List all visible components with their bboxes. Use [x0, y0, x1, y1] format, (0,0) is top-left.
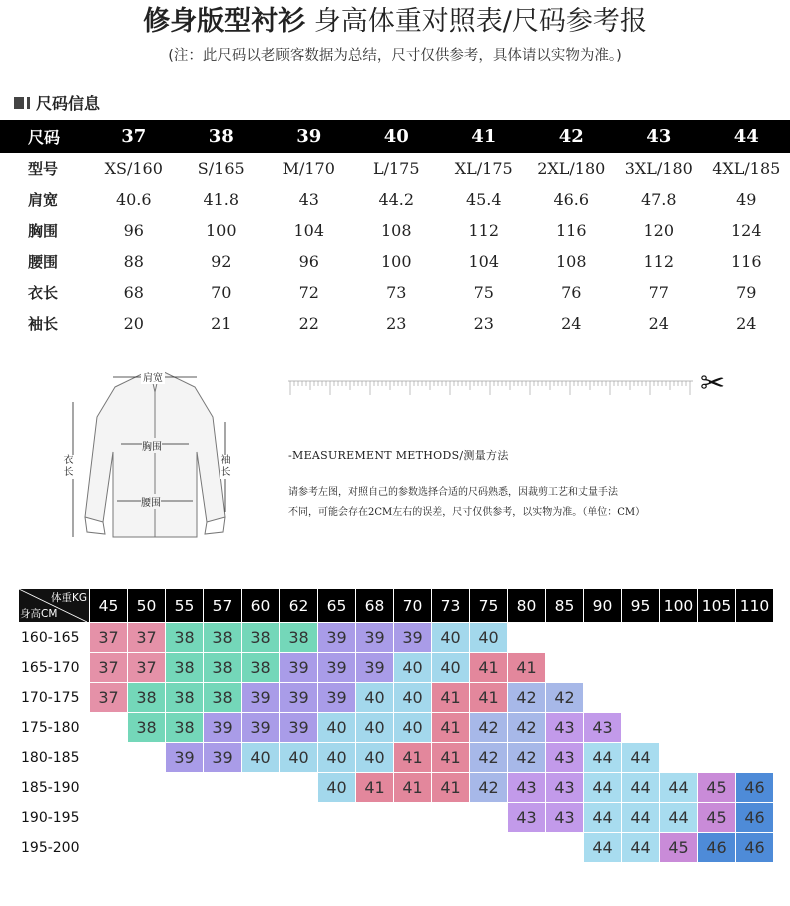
grid-cell: 44 — [584, 833, 622, 863]
grid-cell: 39 — [318, 623, 356, 653]
grid-cell — [280, 833, 318, 863]
grid-cell: 43 — [546, 773, 584, 803]
size-row-label: 衣长 — [28, 284, 59, 302]
weight-header-cell: 65 — [318, 589, 356, 623]
grid-cell: 39 — [356, 623, 394, 653]
grid-cell — [622, 653, 660, 683]
grid-row — [19, 833, 774, 863]
grid-cell: 41 — [470, 653, 508, 683]
size-cell: 100 — [380, 252, 412, 271]
size-cell: 116 — [555, 221, 587, 240]
size-cell: 43 — [298, 190, 319, 209]
grid-cell: 37 — [90, 623, 128, 653]
grid-cell: 41 — [432, 683, 470, 713]
size-cell: 73 — [386, 283, 407, 302]
grid-cell — [622, 623, 660, 653]
grid-cell: 39 — [318, 653, 356, 683]
grid-cell — [432, 833, 470, 863]
size-cell: 92 — [211, 252, 232, 271]
grid-cell — [128, 743, 166, 773]
grid-cell — [432, 803, 470, 833]
grid-cell: 37 — [90, 653, 128, 683]
grid-cell — [736, 623, 774, 653]
grid-cell: 42 — [508, 743, 546, 773]
size-cell: 2XL/180 — [537, 159, 606, 178]
grid-cell: 46 — [736, 773, 774, 803]
grid-cell — [698, 623, 736, 653]
weight-header-cell: 80 — [508, 589, 546, 623]
grid-cell: 39 — [280, 713, 318, 743]
grid-cell: 39 — [166, 743, 204, 773]
grid-cell: 38 — [166, 623, 204, 653]
grid-cell — [546, 623, 584, 653]
grid-cell — [242, 773, 280, 803]
grid-cell — [318, 833, 356, 863]
grid-cell: 37 — [128, 653, 166, 683]
grid-cell: 46 — [736, 833, 774, 863]
size-row — [0, 246, 790, 277]
grid-cell: 39 — [356, 653, 394, 683]
page-title: 修身版型衬衫 身高体重对照表/尺码参考报 — [143, 6, 647, 37]
label-sleeve: 袖长 — [220, 455, 231, 478]
grid-cell: 40 — [432, 653, 470, 683]
weight-header-cell: 50 — [128, 589, 166, 623]
grid-cell — [546, 653, 584, 683]
grid-cell: 41 — [470, 683, 508, 713]
size-header-cell: 41 — [440, 120, 528, 153]
grid-cell — [622, 683, 660, 713]
grid-cell: 42 — [470, 743, 508, 773]
size-cell: 112 — [643, 252, 675, 271]
grid-corner — [19, 589, 90, 623]
grid-cell — [166, 773, 204, 803]
height-label: 180-185 — [19, 743, 90, 773]
size-cell: 23 — [473, 314, 494, 333]
size-row-label: 胸围 — [28, 222, 59, 240]
grid-cell: 38 — [166, 653, 204, 683]
grid-cell: 40 — [470, 623, 508, 653]
weight-header-cell: 75 — [470, 589, 508, 623]
grid-cell — [204, 803, 242, 833]
grid-cell: 39 — [318, 683, 356, 713]
grid-cell — [394, 833, 432, 863]
grid-row — [19, 623, 774, 653]
grid-cell — [90, 803, 128, 833]
grid-cell: 38 — [204, 653, 242, 683]
size-cell: 22 — [298, 314, 319, 333]
grid-cell: 39 — [204, 743, 242, 773]
size-row-label: 肩宽 — [28, 191, 59, 209]
weight-axis-label: 体重KG — [50, 592, 87, 604]
weight-header-cell: 85 — [546, 589, 584, 623]
size-header-cell: 38 — [178, 120, 266, 153]
size-row-label: 袖长 — [28, 315, 59, 333]
weight-header-cell: 73 — [432, 589, 470, 623]
tape-ruler — [288, 367, 748, 411]
grid-cell: 41 — [356, 773, 394, 803]
size-cell: 4XL/185 — [712, 159, 781, 178]
weight-header-cell: 45 — [90, 589, 128, 623]
size-cell: S/165 — [197, 159, 245, 178]
grid-cell — [470, 833, 508, 863]
grid-cell: 40 — [318, 713, 356, 743]
grid-cell: 44 — [584, 773, 622, 803]
height-label: 195-200 — [19, 833, 90, 863]
grid-cell — [736, 653, 774, 683]
weight-header-cell: 60 — [242, 589, 280, 623]
size-cell: 21 — [211, 314, 232, 333]
grid-cell — [546, 833, 584, 863]
label-chest: 胸围 — [142, 438, 162, 453]
grid-cell — [736, 713, 774, 743]
grid-cell — [698, 683, 736, 713]
grid-cell: 40 — [432, 623, 470, 653]
grid-cell: 39 — [280, 653, 318, 683]
grid-cell: 38 — [204, 623, 242, 653]
grid-cell — [128, 833, 166, 863]
grid-cell — [128, 803, 166, 833]
grid-cell — [660, 743, 698, 773]
size-cell: 76 — [561, 283, 582, 302]
grid-cell: 38 — [128, 713, 166, 743]
grid-cell: 43 — [546, 743, 584, 773]
grid-cell — [508, 623, 546, 653]
grid-cell: 40 — [394, 683, 432, 713]
grid-cell: 43 — [584, 713, 622, 743]
size-header-cell: 43 — [615, 120, 703, 153]
grid-cell: 40 — [318, 743, 356, 773]
grid-cell — [280, 773, 318, 803]
grid-cell — [90, 743, 128, 773]
grid-cell: 41 — [394, 743, 432, 773]
measurement-note: 请参考左图，对照自己的参数选择合适的尺码熟悉，因裁剪工艺和丈量手法 不同，可能会存在2CM左右的误差，尺寸仅供参考，以实物为准。（单位：CM） — [288, 487, 646, 518]
size-cell: L/175 — [372, 159, 420, 178]
grid-cell: 42 — [508, 683, 546, 713]
grid-cell: 41 — [432, 773, 470, 803]
size-cell: 124 — [730, 221, 762, 240]
grid-cell: 40 — [318, 773, 356, 803]
size-header-cell: 39 — [265, 120, 353, 153]
grid-cell — [622, 713, 660, 743]
grid-cell: 38 — [166, 713, 204, 743]
size-cell: 77 — [648, 283, 669, 302]
grid-cell — [470, 803, 508, 833]
grid-cell: 39 — [204, 713, 242, 743]
height-label: 175-180 — [19, 713, 90, 743]
grid-row — [19, 803, 774, 833]
grid-cell: 45 — [698, 773, 736, 803]
grid-cell: 38 — [128, 683, 166, 713]
grid-cell: 41 — [508, 653, 546, 683]
grid-row — [19, 713, 774, 743]
height-axis-label: 身高CM — [20, 608, 58, 620]
grid-cell — [698, 713, 736, 743]
grid-cell: 43 — [546, 803, 584, 833]
size-cell: 24 — [561, 314, 582, 333]
grid-cell — [508, 833, 546, 863]
grid-cell — [584, 623, 622, 653]
grid-cell — [584, 683, 622, 713]
grid-cell — [90, 713, 128, 743]
grid-cell: 38 — [204, 683, 242, 713]
scissors-icon: ✂ — [700, 366, 726, 401]
grid-cell: 40 — [356, 743, 394, 773]
section-marker — [14, 97, 24, 109]
grid-cell: 38 — [166, 683, 204, 713]
size-cell: 88 — [123, 252, 144, 271]
grid-cell: 42 — [470, 713, 508, 743]
size-cell: XS/160 — [104, 159, 163, 178]
size-cell: 79 — [736, 283, 757, 302]
size-row — [0, 308, 790, 339]
size-cell: 116 — [730, 252, 762, 271]
grid-cell — [166, 803, 204, 833]
size-cell: 20 — [123, 314, 144, 333]
label-shoulder: 肩宽 — [141, 369, 165, 384]
label-waist: 腰围 — [141, 494, 161, 509]
size-cell: 23 — [386, 314, 407, 333]
grid-cell — [356, 803, 394, 833]
grid-row — [19, 653, 774, 683]
grid-cell: 46 — [736, 803, 774, 833]
grid-cell — [204, 773, 242, 803]
grid-cell: 44 — [660, 803, 698, 833]
grid-cell — [242, 833, 280, 863]
size-cell: 96 — [298, 252, 319, 271]
size-row-label: 型号 — [28, 160, 59, 178]
weight-header-cell: 68 — [356, 589, 394, 623]
grid-cell: 39 — [242, 713, 280, 743]
grid-cell: 43 — [546, 713, 584, 743]
grid-cell — [698, 653, 736, 683]
grid-cell — [242, 803, 280, 833]
size-row-label: 腰围 — [28, 253, 59, 271]
grid-cell: 41 — [394, 773, 432, 803]
height-label: 160-165 — [19, 623, 90, 653]
grid-row — [19, 773, 774, 803]
grid-cell: 42 — [546, 683, 584, 713]
grid-cell: 44 — [622, 833, 660, 863]
size-cell: 24 — [648, 314, 669, 333]
size-header-row — [0, 120, 790, 153]
grid-cell — [356, 833, 394, 863]
height-weight-grid — [18, 588, 774, 863]
grid-cell — [318, 803, 356, 833]
size-header-cell: 44 — [703, 120, 790, 153]
grid-cell — [736, 683, 774, 713]
grid-cell — [698, 743, 736, 773]
size-cell: 3XL/180 — [624, 159, 693, 178]
size-cell: 24 — [736, 314, 757, 333]
size-cell: 100 — [205, 221, 237, 240]
height-label: 170-175 — [19, 683, 90, 713]
grid-cell: 46 — [698, 833, 736, 863]
grid-cell: 38 — [242, 623, 280, 653]
grid-cell — [166, 833, 204, 863]
weight-header-cell: 55 — [166, 589, 204, 623]
weight-header-cell: 105 — [698, 589, 736, 623]
grid-cell — [204, 833, 242, 863]
grid-cell: 40 — [356, 713, 394, 743]
size-cell: 72 — [298, 283, 319, 302]
grid-cell: 44 — [622, 743, 660, 773]
size-cell: 45.4 — [465, 190, 502, 209]
weight-header-cell: 95 — [622, 589, 660, 623]
size-cell: 40.6 — [115, 190, 152, 209]
grid-cell: 37 — [90, 683, 128, 713]
grid-cell: 43 — [508, 773, 546, 803]
size-cell: 41.8 — [203, 190, 240, 209]
page-subtitle: (注：此尺码以老顾客数据为总结，尺寸仅供参考，具体请以实物为准。) — [168, 48, 622, 64]
size-cell: 70 — [211, 283, 232, 302]
grid-cell: 42 — [470, 773, 508, 803]
weight-header-cell: 110 — [736, 589, 774, 623]
grid-cell: 37 — [128, 623, 166, 653]
grid-cell — [90, 833, 128, 863]
grid-cell: 39 — [394, 623, 432, 653]
grid-header-row — [19, 589, 774, 623]
grid-cell — [280, 803, 318, 833]
size-row — [0, 153, 790, 184]
grid-cell: 41 — [432, 713, 470, 743]
grid-cell — [584, 653, 622, 683]
grid-cell: 40 — [356, 683, 394, 713]
label-length: 衣长 — [63, 455, 74, 478]
grid-cell — [128, 773, 166, 803]
size-cell: 104 — [468, 252, 500, 271]
grid-cell — [394, 803, 432, 833]
weight-header-cell: 57 — [204, 589, 242, 623]
grid-cell: 40 — [280, 743, 318, 773]
measurement-heading: -MEASUREMENT METHODS/测量方法 — [288, 449, 509, 462]
grid-cell: 44 — [584, 803, 622, 833]
size-cell: XL/175 — [454, 159, 513, 178]
size-cell: 112 — [468, 221, 500, 240]
grid-cell — [90, 773, 128, 803]
size-cell: 46.6 — [553, 190, 590, 209]
grid-cell: 45 — [698, 803, 736, 833]
section-title: 尺码信息 — [36, 94, 101, 113]
size-row — [0, 277, 790, 308]
grid-cell: 45 — [660, 833, 698, 863]
size-table — [0, 120, 790, 339]
size-cell: 47.8 — [640, 190, 677, 209]
weight-header-cell: 70 — [394, 589, 432, 623]
size-row — [0, 184, 790, 215]
size-cell: 120 — [643, 221, 675, 240]
grid-cell — [660, 713, 698, 743]
grid-cell: 44 — [622, 773, 660, 803]
size-cell: 108 — [380, 221, 412, 240]
size-cell: M/170 — [282, 159, 335, 178]
size-header-cell: 40 — [353, 120, 441, 153]
grid-cell: 40 — [242, 743, 280, 773]
weight-header-cell: 62 — [280, 589, 318, 623]
size-header-cell: 37 — [90, 120, 178, 153]
grid-cell — [660, 623, 698, 653]
grid-row — [19, 743, 774, 773]
size-cell: 44.2 — [378, 190, 415, 209]
grid-cell: 42 — [508, 713, 546, 743]
grid-cell: 38 — [280, 623, 318, 653]
grid-cell: 38 — [242, 653, 280, 683]
grid-row — [19, 683, 774, 713]
grid-cell: 39 — [242, 683, 280, 713]
height-label: 190-195 — [19, 803, 90, 833]
grid-cell — [660, 653, 698, 683]
size-cell: 104 — [293, 221, 325, 240]
grid-cell: 44 — [584, 743, 622, 773]
size-row — [0, 215, 790, 246]
grid-cell: 43 — [508, 803, 546, 833]
grid-cell — [736, 743, 774, 773]
section-header — [14, 91, 100, 114]
grid-cell: 39 — [280, 683, 318, 713]
grid-cell: 44 — [660, 773, 698, 803]
grid-cell — [660, 683, 698, 713]
height-label: 165-170 — [19, 653, 90, 683]
height-label: 185-190 — [19, 773, 90, 803]
weight-header-cell: 100 — [660, 589, 698, 623]
size-cell: 68 — [123, 283, 144, 302]
grid-cell: 41 — [432, 743, 470, 773]
size-cell: 108 — [555, 252, 587, 271]
size-cell: 49 — [736, 190, 757, 209]
weight-header-cell: 90 — [584, 589, 622, 623]
grid-cell: 40 — [394, 653, 432, 683]
size-cell: 96 — [123, 221, 144, 240]
size-header-cell: 42 — [528, 120, 616, 153]
grid-cell: 40 — [394, 713, 432, 743]
size-header-label: 尺码 — [0, 120, 90, 153]
grid-cell: 44 — [622, 803, 660, 833]
size-cell: 75 — [473, 283, 494, 302]
